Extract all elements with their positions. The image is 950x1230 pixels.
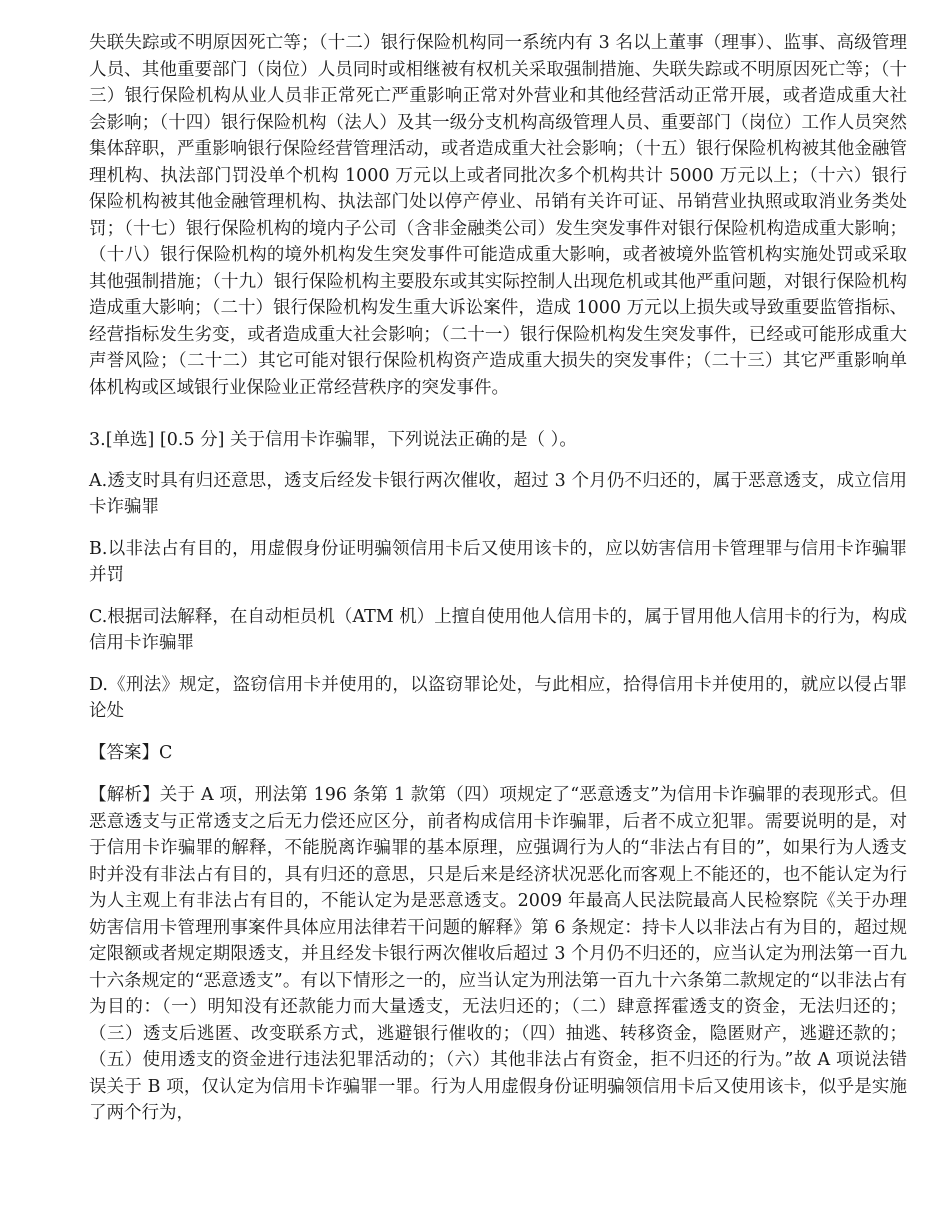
analysis-paragraph: 【解析】关于 A 项，刑法第 196 条第 1 款第（四）项规定了“恶意透支”为信用卡诈骗罪的表现形式。但恶意透支与正常透支之后无力偿还应区分，前者构成信用卡诈骗罪，后者不成立犯罪。需要说明的是，对于信用卡诈骗罪的解释，不能脱离诈骗罪的基本原理，应强调行为人的“非法占有目的”，如果行为人透支时并没有非法占有目的，具有归还的意思，只是后来是经济状况恶化而客观上不能还的，也不能认定为行为人主观上有非法占有目的，不能认定为是恶意透支。2009 年最高人民法院最高人民检察院《关于办理妨害信用卡管理刑事案件具体应用法律若干问题的解释》第 6 条规定：持卡人以非法占有为目的，超过规定限额或者规定期限透支，并且经发卡银行两次催收后超过 3 个月仍不归还的，应当认定为刑法第一百九十六条规定的“恶意透支”。有以下情形之一的，应当认定为刑法第一百九十六条第二款规定的“以非法占有为目的：（一）明知没有还款能力而大量透支，无法归还的；（二）肆意挥霍透支的资金，无法归还的；（三）透支后逃匿、改变联系方式，逃避银行催收的；（四）抽逃、转移资金，隐匿财产，逃避还款的；（五）使用透支的资金进行违法犯罪活动的；（六）其他非法占有资金，拒不归还的行为。”故 A 项说法错误关于 B 项，仅认定为信用卡诈骗罪一罪。行为人用虚假身份证明骗领信用卡后又使用该卡，似乎是实施了两个行为， xyxy=(89,785,907,1123)
answer-text: 【答案】C xyxy=(89,742,173,763)
intro-paragraph: 失联失踪或不明原因死亡等；（十二）银行保险机构同一系统内有 3 名以上董事（理事）、监事、高级管理人员、其他重要部门（岗位）人员同时或相继被有权机关采取强制措施、失联失踪或不明原因死亡等；（十三）银行保险机构从业人员非正常死亡严重影响正常对外营业和其他经营活动正常开展，或者造成重大社会影响；（十四）银行保险机构（法人）及其一级分支机构高级管理人员、重要部门（岗位）工作人员突然集体辞职，严重影响银行保险经营管理活动，或者造成重大社会影响；（十五）银行保险机构被其他金融管理机构、执法部门罚没单个机构 1000 万元以上或者同批次多个机构共计 5000 万元以上；（十六）银行保险机构被其他金融管理机构、执法部门处以停产停业、吊销有关许可证、吊销营业执照或取消业务类处罚；（十七）银行保险机构的境内子公司（含非金融类公司）发生突发事件对银行保险机构造成重大影响；（十八）银行保险机构的境外机构发生突发事件可能造成重大影响，或者被境外监管机构实施处罚或采取其他强制措施；（十九）银行保险机构主要股东或其实际控制人出现危机或其他严重问题，对银行保险机构造成重大影响；（二十）银行保险机构发生重大诉讼案件，造成 1000 万元以上损失或导致重要监管指标、经营指标发生劣变，或者造成重大社会影响；（二十一）银行保险机构发生突发事件，已经或可能形成重大声誉风险；（二十二）其它可能对银行保险机构资产造成重大损失的突发事件；（二十三）其它严重影响单体机构或区域银行业保险业正常经营秩序的突发事件。 xyxy=(89,33,907,398)
option-d: D.《刑法》规定，盗窃信用卡并使用的，以盗窃罪论处，与此相应，拾得信用卡并使用的，就应以侵占罪论处 xyxy=(89,674,907,721)
option-b: B.以非法占有目的，用虚假身份证明骗领信用卡后又使用该卡的，应以妨害信用卡管理罪与信用卡诈骗罪并罚 xyxy=(89,538,907,585)
option-a: A.透支时具有归还意思，透支后经发卡银行两次催收，超过 3 个月仍不归还的，属于恶意透支，成立信用卡诈骗罪 xyxy=(89,470,907,517)
option-c: C.根据司法解释，在自动柜员机（ATM 机）上擅自使用他人信用卡的，属于冒用他人信用卡的行为，构成信用卡诈骗罪 xyxy=(89,606,907,653)
document-page xyxy=(89,30,907,1127)
question-text: 3.[单选] [0.5 分] 关于信用卡诈骗罪，下列说法正确的是（ ）。 xyxy=(89,430,577,450)
